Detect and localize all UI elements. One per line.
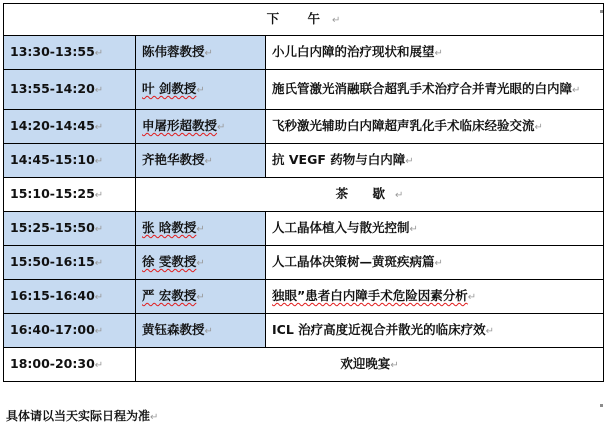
break-cell <box>136 178 604 212</box>
table-row <box>4 110 604 144</box>
speaker-name: 陈伟蓉教授 <box>142 44 205 59</box>
paragraph-mark-icon: ↵ <box>204 156 213 167</box>
topic-cell <box>266 314 604 348</box>
topic-title: ICL 治疗高度近视合并散光的临床疗效 <box>272 322 486 337</box>
time-cell <box>4 348 136 382</box>
speaker-name: 徐 雯教授 <box>142 254 197 269</box>
topic-cell <box>266 280 604 314</box>
speaker-name: 齐艳华教授 <box>142 152 205 167</box>
time-slot: 15:25-15:50 <box>10 220 95 235</box>
session-header-row <box>4 4 604 36</box>
time-cell <box>4 280 136 314</box>
speaker-cell <box>136 36 266 70</box>
time-slot: 15:50-16:15 <box>10 254 95 269</box>
paragraph-mark-icon: ↵ <box>94 190 104 201</box>
afternoon-schedule-table <box>3 3 604 382</box>
paragraph-mark-icon: ↵ <box>94 85 104 96</box>
topic-title: 抗 VEGF 药物与白内障 <box>272 152 406 167</box>
time-cell <box>4 178 136 212</box>
paragraph-mark-icon: ↵ <box>572 85 581 96</box>
paragraph-mark-icon: ↵ <box>196 292 205 303</box>
topic-cell <box>266 144 604 178</box>
time-cell <box>4 110 136 144</box>
table-row <box>4 212 604 246</box>
topic-title: 独眼”患者白内障手术危险因素分析 <box>272 288 468 303</box>
table-row <box>4 36 604 70</box>
paragraph-mark-icon: ↵ <box>204 48 213 59</box>
topic-cell <box>266 110 604 144</box>
paragraph-mark-icon: ↵ <box>94 122 104 133</box>
paragraph-mark-icon: ↵ <box>485 326 495 337</box>
paragraph-mark-icon: ↵ <box>94 48 104 59</box>
speaker-name: 申屠形超教授 <box>142 118 218 133</box>
topic-title: 飞秒激光辅助白内障超声乳化手术临床经验交流 <box>272 118 535 133</box>
time-cell <box>4 212 136 246</box>
paragraph-mark-icon: ↵ <box>94 326 104 337</box>
topic-title: 小儿白内障的治疗现状和展望 <box>272 44 435 59</box>
speaker-cell <box>136 144 266 178</box>
dinner-cell <box>136 348 604 382</box>
speaker-name: 黄钰森教授 <box>142 322 205 337</box>
paragraph-mark-icon: ↵ <box>534 122 543 133</box>
paragraph-mark-icon: ↵ <box>390 360 399 371</box>
time-cell <box>4 246 136 280</box>
speaker-name: 张 晗教授 <box>142 220 197 235</box>
break-label: 茶 歇 <box>335 186 395 201</box>
time-cell <box>4 70 136 110</box>
speaker-name: 叶 剑教授 <box>142 81 197 96</box>
paragraph-mark-icon: ↵ <box>217 122 226 133</box>
topic-cell <box>266 70 604 110</box>
paragraph-mark-icon: ↵ <box>196 258 205 269</box>
topic-title: 施氏管激光消融联合超乳手术治疗合并青光眼的白内障 <box>272 81 573 96</box>
dinner-label: 欢迎晚宴 <box>340 356 391 371</box>
paragraph-mark-icon: ↵ <box>409 224 418 235</box>
topic-title: 人工晶体植入与散光控制 <box>272 220 410 235</box>
time-slot: 14:45-15:10 <box>10 152 95 167</box>
paragraph-mark-icon: ↵ <box>94 258 104 269</box>
topic-cell <box>266 246 604 280</box>
speaker-cell <box>136 314 266 348</box>
paragraph-mark-icon: ↵ <box>467 292 477 303</box>
paragraph-mark-icon: ↵ <box>434 48 443 59</box>
time-cell <box>4 36 136 70</box>
paragraph-mark-icon: ↵ <box>332 15 341 26</box>
table-corner-mark-icon <box>600 10 603 13</box>
time-cell <box>4 144 136 178</box>
time-slot: 14:20-14:45 <box>10 118 95 133</box>
topic-cell <box>266 36 604 70</box>
footnote-text: 具体请以当天实际日程为准 <box>6 409 151 423</box>
paragraph-mark-icon: ↵ <box>204 326 213 337</box>
paragraph-mark-icon: ↵ <box>94 224 104 235</box>
table-row <box>4 280 604 314</box>
time-slot: 15:10-15:25 <box>10 186 95 201</box>
time-slot: 18:00-20:30 <box>10 356 95 371</box>
session-title: 下 午 <box>266 11 332 26</box>
paragraph-mark-icon: ↵ <box>434 258 443 269</box>
topic-cell <box>266 212 604 246</box>
session-title-cell <box>4 4 604 36</box>
speaker-cell <box>136 110 266 144</box>
speaker-name: 严 宏教授 <box>142 288 197 303</box>
paragraph-mark-icon: ↵ <box>94 292 104 303</box>
speaker-cell <box>136 70 266 110</box>
table-row <box>4 246 604 280</box>
time-slot: 13:55-14:20 <box>10 81 95 96</box>
paragraph-mark-icon: ↵ <box>150 412 159 423</box>
time-slot: 16:15-16:40 <box>10 288 95 303</box>
speaker-cell <box>136 212 266 246</box>
time-slot: 13:30-13:55 <box>10 44 95 59</box>
topic-title: 人工晶体决策树—黄斑疾病篇 <box>272 254 435 269</box>
paragraph-mark-icon: ↵ <box>196 85 205 96</box>
break-row <box>4 348 604 382</box>
paragraph-mark-icon: ↵ <box>395 190 404 201</box>
paragraph-mark-icon: ↵ <box>94 360 104 371</box>
table-row <box>4 314 604 348</box>
paragraph-mark-icon: ↵ <box>405 156 414 167</box>
speaker-cell <box>136 280 266 314</box>
table-row <box>4 70 604 110</box>
time-slot: 16:40-17:00 <box>10 322 95 337</box>
paragraph-mark-icon: ↵ <box>94 156 104 167</box>
table-row <box>4 144 604 178</box>
break-row <box>4 178 604 212</box>
table-corner-mark-icon <box>600 404 603 407</box>
time-cell <box>4 314 136 348</box>
paragraph-mark-icon: ↵ <box>196 224 205 235</box>
speaker-cell <box>136 246 266 280</box>
footnote <box>6 408 158 426</box>
